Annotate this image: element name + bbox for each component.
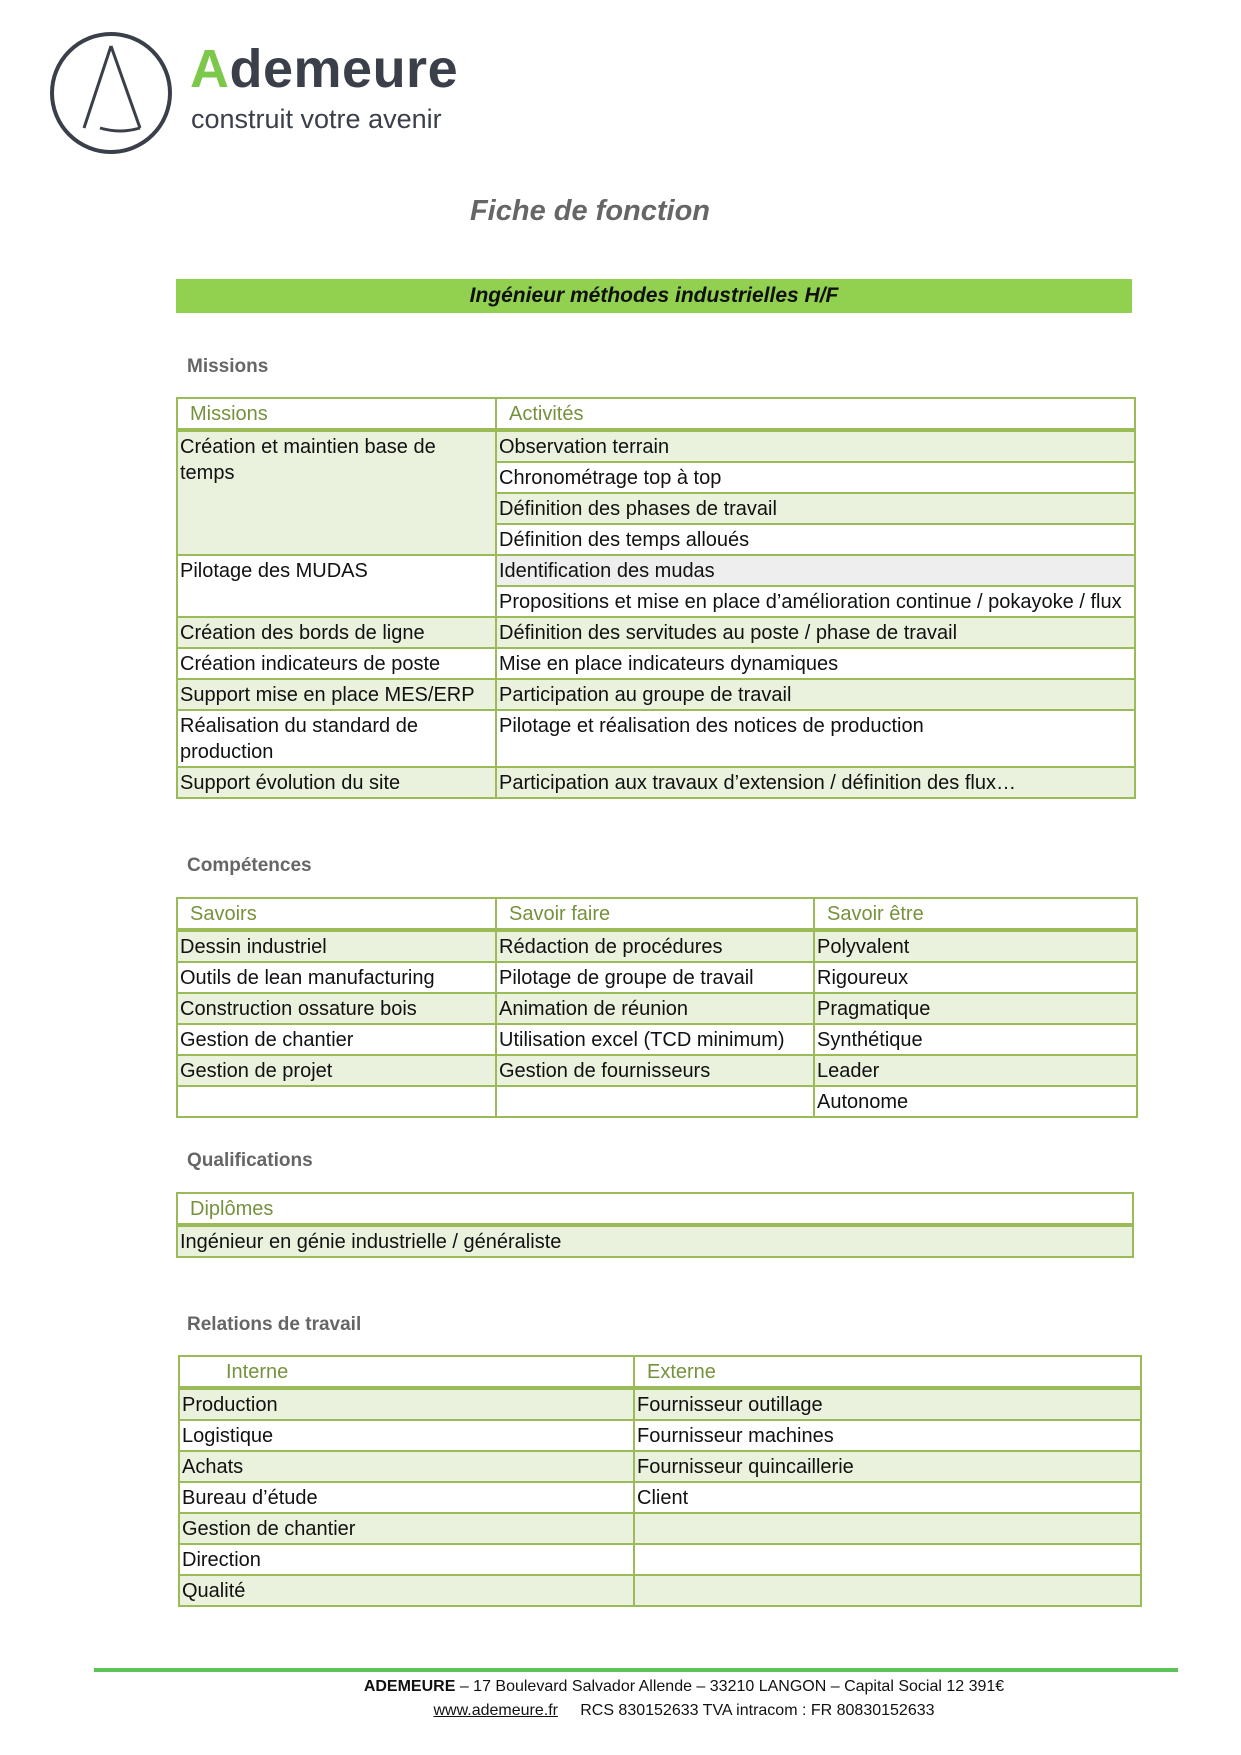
footer-legal-line: [0, 1702, 1241, 1720]
activity-cell: Propositions et mise en place d’amélioration continue / pokayoke / flux: [496, 586, 1135, 617]
missions-row: [177, 710, 1135, 767]
savoir-faire-cell: Rédaction de procédures: [496, 930, 814, 962]
missions-section-title: Missions: [187, 356, 269, 377]
missions-row: [177, 679, 1135, 710]
missions-row: [177, 617, 1135, 648]
relations-row: [179, 1544, 1141, 1575]
interne-cell: Bureau d’étude: [179, 1482, 634, 1513]
relations-section-title: Relations de travail: [187, 1314, 362, 1335]
activities-header: Activités: [496, 398, 1135, 430]
diplomes-header: Diplômes: [177, 1193, 1133, 1225]
activity-cell: Définition des servitudes au poste / phase de travail: [496, 617, 1135, 648]
missions-row: [177, 555, 1135, 586]
missions-row: [177, 430, 1135, 462]
job-title-banner: Ingénieur méthodes industrielles H/F: [176, 279, 1132, 313]
savoir-cell: Gestion de projet: [177, 1055, 496, 1086]
footer-address: – 17 Boulevard Salvador Allende – 33210 LANGON – Capital Social 12 391€: [455, 1678, 1005, 1695]
externe-cell: [634, 1575, 1141, 1606]
savoir-etre-header: Savoir être: [814, 898, 1137, 930]
interne-cell: Logistique: [179, 1420, 634, 1451]
activity-cell: Pilotage et réalisation des notices de production: [496, 710, 1135, 767]
brand-initial: A: [190, 39, 230, 99]
externe-cell: Fournisseur quincaillerie: [634, 1451, 1141, 1482]
activity-cell: Identification des mudas: [496, 555, 1135, 586]
savoir-cell: Outils de lean manufacturing: [177, 962, 496, 993]
relations-row: [179, 1482, 1141, 1513]
activity-cell: Chronométrage top à top: [496, 462, 1135, 493]
savoir-etre-cell: Pragmatique: [814, 993, 1137, 1024]
competences-row: [177, 1055, 1137, 1086]
activity-cell: Définition des temps alloués: [496, 524, 1135, 555]
competences-row: [177, 1086, 1137, 1117]
footer-divider: [94, 1668, 1178, 1672]
savoirs-header: Savoirs: [177, 898, 496, 930]
savoir-faire-cell: [496, 1086, 814, 1117]
competences-row: [177, 1024, 1137, 1055]
savoir-cell: Dessin industriel: [177, 930, 496, 962]
footer-address-line: [0, 1678, 1241, 1696]
savoir-faire-cell: Gestion de fournisseurs: [496, 1055, 814, 1086]
savoir-etre-cell: Autonome: [814, 1086, 1137, 1117]
savoir-faire-cell: Utilisation excel (TCD minimum): [496, 1024, 814, 1055]
mission-cell: Création indicateurs de poste: [177, 648, 496, 679]
brand-tagline: construit votre avenir: [191, 104, 442, 134]
qualifications-section-title: Qualifications: [187, 1150, 313, 1171]
savoir-etre-cell: Rigoureux: [814, 962, 1137, 993]
savoir-faire-cell: Pilotage de groupe de travail: [496, 962, 814, 993]
competences-row: [177, 930, 1137, 962]
relations-table: [178, 1355, 1142, 1607]
savoir-etre-cell: Polyvalent: [814, 930, 1137, 962]
competences-row: [177, 993, 1137, 1024]
footer-company: ADEMEURE: [363, 1678, 456, 1695]
interne-cell: Direction: [179, 1544, 634, 1575]
interne-header: Interne: [179, 1356, 634, 1388]
qualifications-table: [176, 1192, 1134, 1258]
brand-rest: demeure: [229, 39, 459, 99]
document-title: Fiche de fonction: [469, 195, 711, 227]
activity-cell: Observation terrain: [496, 430, 1135, 462]
savoir-cell: Gestion de chantier: [177, 1024, 496, 1055]
competences-section-title: Compétences: [187, 855, 312, 876]
footer-website-link[interactable]: www.ademeure.fr: [433, 1702, 558, 1719]
relations-row: [179, 1451, 1141, 1482]
savoir-faire-header: Savoir faire: [496, 898, 814, 930]
relations-row: [179, 1513, 1141, 1544]
savoir-etre-cell: Synthétique: [814, 1024, 1137, 1055]
savoir-cell: [177, 1086, 496, 1117]
mission-cell: Support évolution du site: [177, 767, 496, 798]
relations-row: [179, 1388, 1141, 1420]
interne-cell: Gestion de chantier: [179, 1513, 634, 1544]
mission-cell: Pilotage des MUDAS: [177, 555, 496, 617]
footer-registration: RCS 830152633 TVA intracom : FR 80830152633: [580, 1702, 935, 1719]
competences-row: [177, 962, 1137, 993]
interne-cell: Production: [179, 1388, 634, 1420]
missions-table: [176, 397, 1136, 799]
externe-cell: [634, 1513, 1141, 1544]
externe-cell: Fournisseur outillage: [634, 1388, 1141, 1420]
missions-row: [177, 767, 1135, 798]
externe-cell: Client: [634, 1482, 1141, 1513]
activity-cell: Définition des phases de travail: [496, 493, 1135, 524]
savoir-etre-cell: Leader: [814, 1055, 1137, 1086]
competences-table: [176, 897, 1138, 1118]
missions-row: [177, 648, 1135, 679]
savoir-cell: Construction ossature bois: [177, 993, 496, 1024]
brand-name: [190, 39, 459, 99]
externe-cell: Fournisseur machines: [634, 1420, 1141, 1451]
activity-cell: Mise en place indicateurs dynamiques: [496, 648, 1135, 679]
savoir-faire-cell: Animation de réunion: [496, 993, 814, 1024]
mission-cell: Création des bords de ligne: [177, 617, 496, 648]
interne-cell: Qualité: [179, 1575, 634, 1606]
mission-cell: Création et maintien base de temps: [177, 430, 496, 555]
interne-cell: Achats: [179, 1451, 634, 1482]
externe-header: Externe: [634, 1356, 1141, 1388]
relations-row: [179, 1420, 1141, 1451]
diplome-value: Ingénieur en génie industrielle / généraliste: [177, 1225, 1133, 1257]
relations-row: [179, 1575, 1141, 1606]
ademeure-logo-icon: [48, 30, 174, 156]
activity-cell: Participation au groupe de travail: [496, 679, 1135, 710]
mission-cell: Support mise en place MES/ERP: [177, 679, 496, 710]
missions-header: Missions: [177, 398, 496, 430]
activity-cell: Participation aux travaux d’extension / définition des flux…: [496, 767, 1135, 798]
externe-cell: [634, 1544, 1141, 1575]
mission-cell: Réalisation du standard de production: [177, 710, 496, 767]
